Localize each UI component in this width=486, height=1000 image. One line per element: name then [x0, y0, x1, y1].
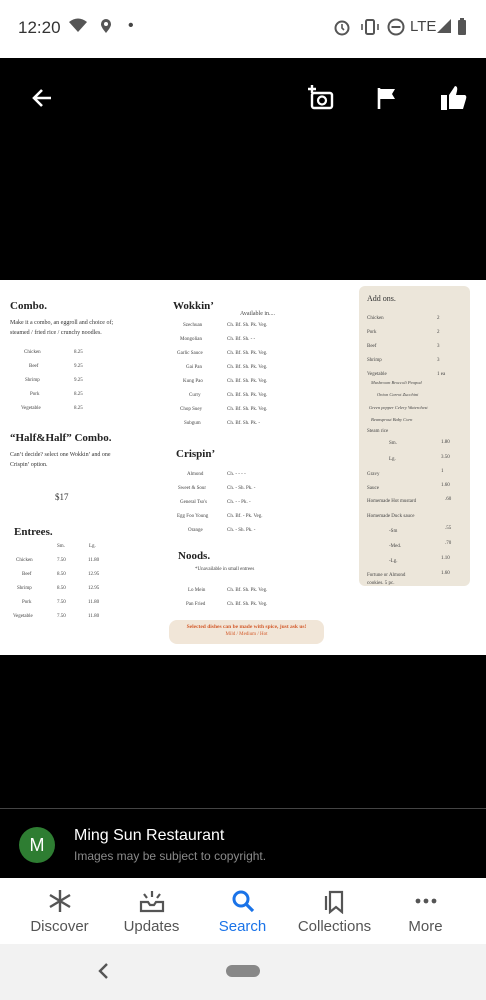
wokkin-options: Ch. Bf. Sh. Pk. Veg.	[227, 393, 268, 398]
addon-price: 2	[437, 330, 440, 335]
entree-lg: 12.95	[88, 586, 100, 591]
add-photo-icon	[306, 85, 334, 111]
nav-label: More	[408, 917, 443, 935]
crispin-options: Ch. - - - -	[227, 472, 246, 477]
combo-item-price: 9.25	[74, 364, 83, 369]
combo-desc: steamed / fried rice / crunchy noodles.	[10, 330, 102, 336]
bookmarks-icon	[322, 888, 348, 914]
alarm-icon	[333, 18, 351, 41]
combo-item-name: Pork	[30, 392, 40, 397]
entrees-col-lg: Lg.	[89, 544, 96, 549]
entree-sm: 8.50	[57, 572, 66, 577]
nav-updates[interactable]	[103, 878, 200, 944]
battery-icon	[457, 18, 467, 41]
entree-sm: 7.50	[57, 600, 66, 605]
veg-options: Mushroom Broccoli Peapod	[371, 380, 422, 385]
crispin-dish: General Tso's	[180, 500, 207, 505]
duck-price: .55	[445, 526, 452, 531]
menu-image[interactable]	[0, 280, 486, 655]
home-pill[interactable]	[226, 965, 260, 977]
chevron-left-icon	[96, 962, 110, 980]
back-arrow-icon	[31, 87, 53, 109]
do-not-disturb-icon	[387, 18, 405, 41]
steam-size: Lg.	[389, 457, 396, 462]
entrees-col-sm: Sm.	[57, 544, 65, 549]
mustard: Homemade Hot mustard	[367, 499, 417, 504]
half-half-desc: Can’t decide? select one Wokkin’ and one	[10, 452, 111, 458]
combo-item-price: 9.25	[74, 378, 83, 383]
mustard-price: .60	[445, 497, 452, 502]
addon-price: 3	[437, 344, 440, 349]
status-bar	[0, 0, 486, 58]
sauce: Sauce	[367, 486, 379, 491]
source-title[interactable]: Ming Sun Restaurant	[74, 827, 225, 844]
combo-item-name: Chicken	[24, 350, 41, 355]
half-half-desc: Crispin’ option.	[10, 462, 48, 468]
entree-name: Vegetable	[13, 614, 33, 619]
wokkin-options: Ch. Bf. Sh. - -	[227, 337, 256, 342]
nav-collections[interactable]	[286, 878, 383, 944]
crispin-dish: Sweet & Sour	[178, 486, 207, 491]
noods-dish: Pan Fried	[186, 602, 206, 607]
addon-price: 2	[437, 316, 440, 321]
entree-lg: 11.80	[88, 614, 100, 619]
wokkin-dish: Subgum	[184, 421, 201, 426]
search-icon	[230, 888, 256, 914]
wokkin-dish: Kung Pao	[183, 379, 203, 384]
combo-item-name: Shrimp	[25, 378, 40, 383]
nav-more[interactable]	[377, 878, 474, 944]
sauce-price: 1.60	[441, 483, 450, 488]
steam-price: 3.50	[441, 455, 450, 460]
wokkin-options: Ch. Bf. Sh. Pk. Veg.	[227, 365, 268, 370]
duck-sauce: Homemade Duck sauce	[367, 514, 415, 519]
combo-item-price: 8.25	[74, 350, 83, 355]
addon-price: 3	[437, 358, 440, 363]
report-button[interactable]	[365, 76, 409, 120]
half-half-price: $17	[55, 492, 69, 502]
addon-price: 1 ea	[437, 372, 446, 377]
entree-name: Pork	[22, 600, 32, 605]
crispin-options: Ch. - Sh. Pk. -	[227, 486, 256, 491]
like-button[interactable]	[432, 76, 476, 120]
entree-sm: 7.50	[57, 614, 66, 619]
source-row[interactable]	[0, 808, 486, 879]
entree-name: Beef	[22, 572, 32, 577]
entree-lg: 11.80	[88, 600, 100, 605]
avatar: M	[19, 827, 55, 863]
wokkin-available: Available in....	[240, 311, 276, 317]
bottom-nav	[0, 878, 486, 944]
crispin-options: Ch. - Sh. Pk. -	[227, 528, 256, 533]
cookies: Fortune or Almond	[367, 573, 406, 578]
nav-discover[interactable]	[11, 878, 108, 944]
combo-item-name: Beef	[29, 364, 39, 369]
wokkin-dish: Szechuan	[183, 323, 203, 328]
veg-options: Green pepper Celery Waterchest	[369, 405, 428, 410]
entree-lg: 11.80	[88, 558, 100, 563]
network-label: LTE	[410, 18, 437, 35]
vibrate-icon	[360, 18, 380, 41]
wokkin-dish: Curry	[189, 393, 201, 398]
noods-title: Noods.	[178, 550, 211, 562]
combo-title: Combo.	[10, 300, 47, 312]
image-viewer	[0, 58, 486, 808]
add-to-collection-button[interactable]	[298, 76, 342, 120]
noods-note: *Unavailable in small entrees	[195, 567, 255, 572]
signal-icon	[436, 18, 452, 39]
thumb-up-icon	[440, 85, 468, 111]
updates-icon	[138, 888, 166, 914]
duck-price: .70	[445, 541, 452, 546]
crispin-options: Ch. - - Pk. -	[227, 500, 251, 505]
spice-note	[169, 620, 324, 644]
spice-levels: Mild / Medium / Hot	[225, 632, 268, 637]
half-half-title: “Half&Half” Combo.	[10, 432, 112, 444]
nav-label: Updates	[123, 917, 180, 935]
addon-name: Shrimp	[367, 358, 382, 363]
combo-item-price: 8.25	[74, 392, 83, 397]
spice-line: Selected dishes can be made with spice, just ask us!	[186, 624, 307, 630]
crispin-dish: Egg Foo Young	[177, 514, 209, 519]
gravy: Gravy	[367, 472, 380, 477]
veg-options: Beansprout Baby Corn	[371, 417, 413, 422]
combo-item-name: Vegetable	[21, 406, 41, 411]
entree-sm: 8.50	[57, 586, 66, 591]
wokkin-title: Wokkin’	[173, 300, 214, 312]
flag-icon	[376, 86, 398, 110]
status-time: 12:20	[18, 18, 61, 37]
entree-name: Chicken	[16, 558, 33, 563]
addon-name: Pork	[367, 330, 377, 335]
gravy-price: 1	[441, 469, 444, 474]
combo-item-price: 8.25	[74, 406, 83, 411]
nav-search[interactable]	[194, 878, 291, 944]
addon-name: Chicken	[367, 316, 384, 321]
steam-rice: Steam rice	[367, 429, 389, 434]
location-icon	[100, 18, 112, 39]
wokkin-options: Ch. Bf. Sh. Pk. Veg.	[227, 407, 268, 412]
back-button[interactable]	[20, 76, 64, 120]
duck-size: -Sm	[389, 529, 398, 534]
wifi-icon	[68, 18, 88, 39]
noods-options: Ch. Bf. Sh. Pk. Veg.	[227, 588, 268, 593]
wokkin-options: Ch. Bf. Sh. Pk. Veg.	[227, 351, 268, 356]
duck-price: 1.10	[441, 556, 450, 561]
steam-price: 1.80	[441, 440, 450, 445]
wokkin-options: Ch. Bf. Sh. Pk. Veg.	[227, 379, 268, 384]
system-back-button[interactable]	[96, 962, 110, 985]
entree-name: Shrimp	[17, 586, 32, 591]
wokkin-dish: Garlic Sauce	[177, 351, 203, 356]
entrees-title: Entrees.	[14, 526, 53, 538]
copyright-note: Images may be subject to copyright.	[74, 849, 267, 863]
combo-desc: Make it a combo, an eggroll and choice of;	[10, 320, 114, 326]
entree-lg: 12.95	[88, 572, 100, 577]
wokkin-options: Ch. Bf. Sh. Pk. Veg.	[227, 323, 268, 328]
crispin-title: Crispin’	[176, 448, 216, 460]
duck-size: -Lg.	[389, 559, 398, 564]
nav-label: Discover	[30, 917, 89, 935]
addon-name: Beef	[367, 344, 377, 349]
steam-size: Sm.	[389, 441, 397, 446]
veg-options: Onion Carrot Zucchini	[377, 392, 419, 397]
nav-label: Search	[218, 917, 267, 935]
addons-panel	[359, 286, 470, 586]
crispin-dish: Orange	[188, 528, 203, 533]
crispin-options: Ch. Bf. - Pk. Veg.	[227, 514, 263, 519]
wokkin-dish: Gai Pan	[186, 365, 202, 370]
system-nav-bar	[0, 944, 486, 1000]
cookies: cookies. 5 pc.	[367, 581, 395, 586]
noods-options: Ch. Bf. Sh. Pk. Veg.	[227, 602, 268, 607]
nav-label: Collections	[297, 917, 372, 935]
more-dots-icon	[413, 888, 439, 914]
wokkin-dish: Mongolian	[180, 337, 202, 342]
dot-icon: •	[128, 17, 134, 34]
duck-size: -Med.	[389, 544, 402, 549]
crispin-dish: Almond	[187, 472, 204, 477]
wokkin-dish: Chop Suey	[180, 407, 203, 412]
addon-name: Vegetable	[367, 372, 387, 377]
wokkin-options: Ch. Bf. Sh. Pk. -	[227, 421, 261, 426]
entree-sm: 7.50	[57, 558, 66, 563]
addons-title: Add ons.	[367, 294, 396, 303]
noods-dish: Lo Mein	[188, 588, 206, 593]
asterisk-icon	[47, 888, 73, 914]
cookies-price: 1.60	[441, 571, 450, 576]
